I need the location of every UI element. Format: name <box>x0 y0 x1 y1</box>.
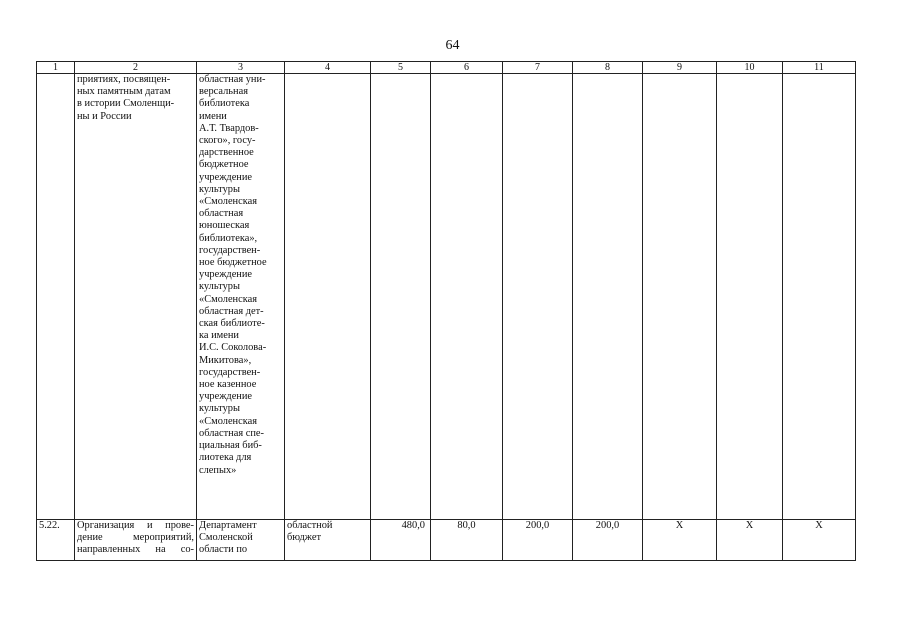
header-col-3: 3 <box>197 62 285 74</box>
cont-col3-line: Микитова», <box>199 354 252 366</box>
cont-col3-line: имени <box>199 110 227 122</box>
cont-col3-line: областная уни- <box>199 74 266 85</box>
cont-col3-line: бюджетное <box>199 159 249 171</box>
header-col-11: 11 <box>783 62 856 74</box>
cont-col-10 <box>717 74 783 520</box>
cont-col3-line: культуры <box>199 281 240 293</box>
header-col-5: 5 <box>371 62 431 74</box>
row-indicator-1: Х <box>643 520 717 561</box>
row-desc-line: Организация и прове- <box>77 520 194 531</box>
cont-col3-line: областная спе- <box>199 427 264 439</box>
cont-col-7 <box>503 74 573 520</box>
row-indicator-3: Х <box>783 520 856 561</box>
cont-col-3 <box>197 74 285 520</box>
continuation-row <box>37 74 856 520</box>
cont-col3-line: «Смоленская <box>199 293 258 305</box>
program-table <box>36 61 856 561</box>
cont-col2-line: приятиях, посвящен- <box>77 74 171 85</box>
cont-col3-line: ского», госу- <box>199 135 256 147</box>
cont-col3-line: А.Т. Твардов- <box>199 122 259 134</box>
cont-col3-line: ное бюджетное <box>199 257 267 269</box>
header-col-9: 9 <box>643 62 717 74</box>
header-col-7: 7 <box>503 62 573 74</box>
row-fund-line: областной <box>287 520 333 531</box>
cont-col3-line: учреждение <box>199 391 253 403</box>
row-exec-line: области по <box>199 544 248 556</box>
cont-col3-line: областная <box>199 208 244 220</box>
cont-col-11 <box>783 74 856 520</box>
row-funding-source <box>285 520 371 561</box>
header-col-10: 10 <box>717 62 783 74</box>
cont-col3-line: ская библиоте- <box>199 318 265 330</box>
cont-col3-line: государствен- <box>199 366 261 378</box>
row-description <box>75 520 197 561</box>
header-col-4: 4 <box>285 62 371 74</box>
cont-col2-line: в истории Смоленщи- <box>77 98 175 110</box>
header-col-2: 2 <box>75 62 197 74</box>
row-year-1: 80,0 <box>431 520 503 561</box>
row-total: 480,0 <box>371 520 431 561</box>
cont-col3-line: культуры <box>199 403 240 415</box>
row-year-3: 200,0 <box>573 520 643 561</box>
cont-col3-line: слепых» <box>199 464 237 476</box>
cont-col-8 <box>573 74 643 520</box>
cont-col3-line: ка имени <box>199 330 239 342</box>
row-desc-line: направленных на со- <box>77 544 194 556</box>
row-executor <box>197 520 285 561</box>
cont-col3-line: «Смоленская <box>199 196 258 208</box>
cont-col3-line: дарственное <box>199 147 254 159</box>
cont-col3-line: библиотека <box>199 98 250 110</box>
header-col-1: 1 <box>37 62 75 74</box>
row-desc-line: дение мероприятий, <box>77 532 194 544</box>
header-row <box>37 62 856 74</box>
header-col-8: 8 <box>573 62 643 74</box>
cont-col3-line: И.С. Соколова- <box>199 342 267 354</box>
cont-col3-line: культуры <box>199 183 240 195</box>
cont-col3-line: учреждение <box>199 171 253 183</box>
row-5-22 <box>37 520 856 561</box>
row-year-2: 200,0 <box>503 520 573 561</box>
cont-col3-line: «Смоленская <box>199 415 258 427</box>
cont-col-1 <box>37 74 75 520</box>
cont-col3-line: государствен- <box>199 244 261 256</box>
cont-col3-line: лиотека для <box>199 452 252 464</box>
cont-col-5 <box>371 74 431 520</box>
row-exec-line: Смоленской <box>199 532 253 544</box>
cont-col3-line: ное казенное <box>199 379 257 391</box>
page-number: 64 <box>445 38 460 53</box>
row-indicator-2: Х <box>717 520 783 561</box>
cont-col-6 <box>431 74 503 520</box>
row-exec-line: Департамент <box>199 520 257 531</box>
cont-col3-line: библиотека», <box>199 232 258 244</box>
row-fund-line: бюджет <box>287 532 322 544</box>
cont-col3-line: версальная <box>199 86 248 98</box>
cont-col-2 <box>75 74 197 520</box>
cont-col-9 <box>643 74 717 520</box>
cont-col3-line: учреждение <box>199 269 253 281</box>
cont-col3-line: областная дет- <box>199 305 264 317</box>
cont-col-4 <box>285 74 371 520</box>
header-col-6: 6 <box>431 62 503 74</box>
row-number: 5.22. <box>37 520 75 561</box>
cont-col3-line: юношеская <box>199 220 250 232</box>
cont-col2-line: ны и России <box>77 110 132 122</box>
cont-col3-line: циальная биб- <box>199 440 262 452</box>
cont-col2-line: ных памятным датам <box>77 86 171 98</box>
